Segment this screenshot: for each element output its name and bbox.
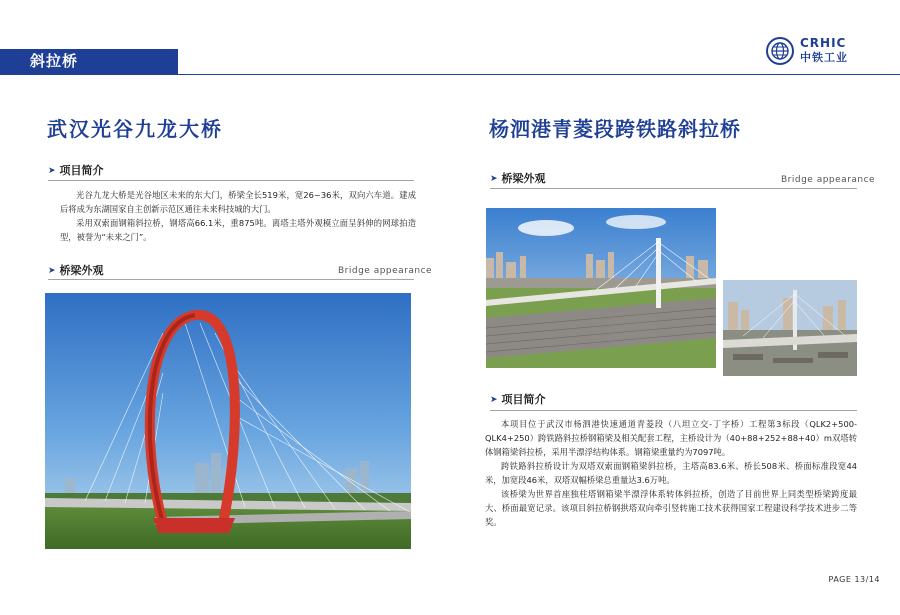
logo-text-en: CRHIC (800, 36, 847, 50)
yangsigang-construction-photo (723, 280, 857, 376)
paragraph: 跨铁路斜拉桥设计为双塔双索面钢箱梁斜拉桥，主塔高83.6米、桥长508米、桥面标准段宽44米，加宽段46米，双塔双幅桥梁总重量达3.6万吨。 (485, 461, 857, 485)
left-appearance-en: Bridge appearance (338, 266, 433, 276)
chevron-right-icon: ➤ (490, 394, 498, 405)
jiulong-bridge-photo (45, 293, 411, 549)
right-appearance-en: Bridge appearance (781, 175, 876, 185)
right-intro-rule (490, 410, 857, 411)
right-intro-heading: ➤ 项目简介 (490, 393, 546, 406)
right-appearance-rule (490, 188, 857, 189)
logo-text-cn: 中铁工业 (800, 51, 848, 64)
paragraph: 采用双索面钢箱斜拉桥，钢塔高66.1米，重875吨。离塔主塔外观模立面呈斜伸的网球拍造型，被誉为“未来之门”。 (60, 218, 416, 242)
right-project-title: 杨泗港青菱段跨铁路斜拉桥 (489, 117, 741, 141)
left-project-title: 武汉光谷九龙大桥 (47, 117, 223, 141)
chevron-right-icon: ➤ (48, 165, 56, 176)
brand-logo (766, 37, 876, 67)
paragraph: 本项目位于武汉市杨泗港快速通道青菱段（八坦立交-丁字桥）工程第3标段（QLK2+500-QLK4+250）跨铁路斜拉桥钢箱梁及相关配套工程，主桥设计为（40+88+252+88+40）m双塔转体钢箱梁斜拉桥，采用半漂浮结构体系。钢箱梁重量约为7097吨。 (485, 419, 857, 457)
header-rule (0, 74, 900, 75)
chevron-right-icon: ➤ (48, 265, 56, 276)
globe-icon (766, 37, 794, 65)
right-appearance-heading: ➤ 桥梁外观 (490, 172, 546, 185)
left-appearance-rule (48, 279, 414, 280)
paragraph: 光谷九龙大桥是光谷地区未来的东大门，桥梁全长519米，宽26~36米，双向六车道。建成后将成为东湖国家自主创新示范区通往未来科技城的大门。 (60, 190, 416, 214)
page-number: PAGE 13/14 (828, 575, 880, 584)
right-intro-text (485, 417, 857, 529)
section-header-title: 斜拉桥 (30, 52, 79, 70)
left-intro-rule (48, 180, 414, 181)
chevron-right-icon: ➤ (490, 173, 498, 184)
paragraph: 该桥梁为世界首座独柱塔钢箱梁半漂浮体系转体斜拉桥，创造了目前世界上同类型桥梁跨度最大、桥面最宽记录。该项目斜拉桥钢拱塔双向牵引竖转施工技术获得国家工程建设科学技术进步二等奖。 (485, 489, 857, 527)
left-appearance-heading: ➤ 桥梁外观 (48, 264, 104, 277)
section-header-bar (0, 49, 178, 74)
left-intro-text (60, 188, 416, 244)
left-intro-heading: ➤ 项目简介 (48, 164, 104, 177)
yangsigang-bridge-photo (486, 208, 716, 368)
